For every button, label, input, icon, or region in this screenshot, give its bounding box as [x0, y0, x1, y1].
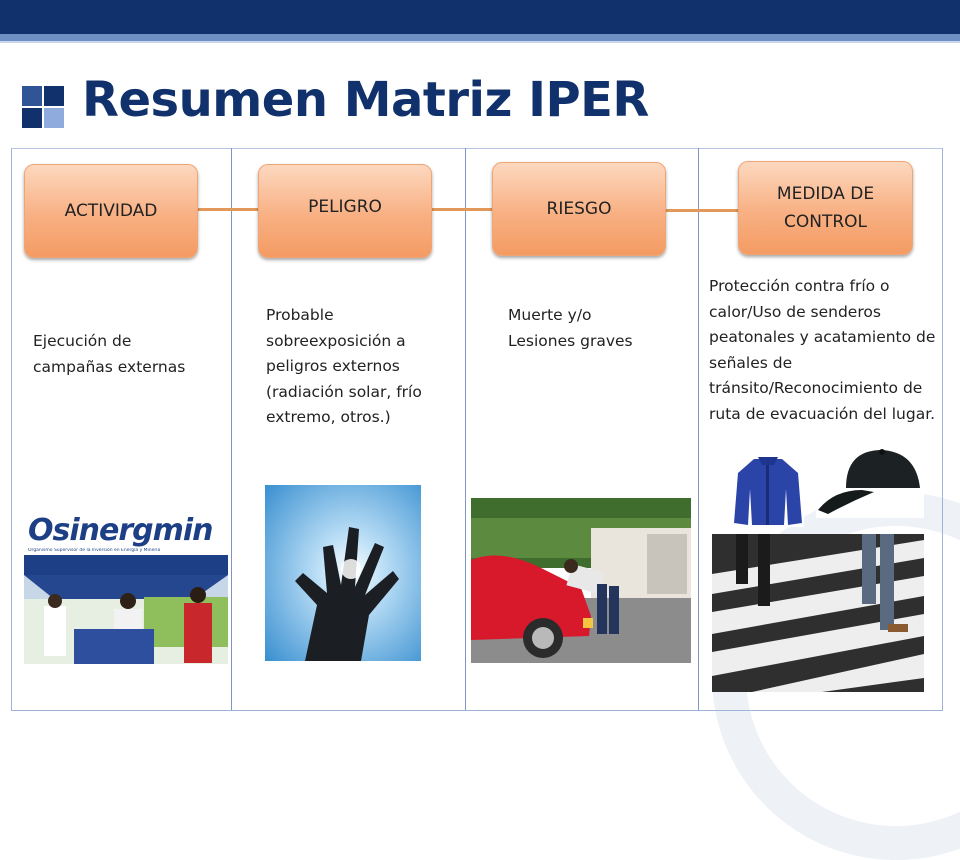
column-divider: [465, 148, 466, 710]
osinergmin-logo-subtitle: Organismo Supervisor de la Inversión en Energía y Minería: [28, 548, 161, 553]
column-divider: [698, 148, 699, 710]
peligro-text: Probable sobreexposición a peligros externos (radiación solar, frío extremo, otros.): [266, 306, 422, 426]
jacket-photo-icon: [732, 455, 804, 527]
header-actividad: [24, 164, 198, 258]
car-pedestrian-photo-icon: [471, 498, 691, 663]
connector-line: [196, 208, 260, 211]
header-peligro: [258, 164, 432, 258]
top-banner-stripe: [0, 34, 960, 41]
header-riesgo: [492, 162, 666, 256]
top-banner: [0, 0, 960, 34]
cap-photo-icon: [816, 444, 924, 518]
slide-title: Resumen Matriz IPER: [82, 72, 649, 128]
header-riesgo-label: RIESGO: [546, 199, 612, 219]
connector-line: [664, 209, 738, 212]
connector-line: [430, 208, 492, 211]
header-medida-label-line2: CONTROL: [783, 212, 868, 232]
medida-text: Protección contra frío o calor/Uso de senderos peatonales y acatamiento de señales de tránsito/Reconocimiento de ruta de evacuación del lugar.: [709, 277, 936, 423]
top-banner-stripe-light: [0, 41, 960, 43]
tent-booth-photo-icon: [24, 511, 228, 664]
column-divider: [231, 148, 232, 710]
header-actividad-label: ACTIVIDAD: [64, 201, 158, 221]
crosswalk-photo-icon: [712, 534, 924, 692]
squares-logo-icon: [22, 86, 64, 128]
header-medida-label-line1: MEDIDA DE: [776, 184, 875, 204]
riesgo-text: Muerte y/o Lesiones graves: [508, 306, 633, 350]
actividad-text: Ejecución de campañas externas: [33, 332, 186, 376]
osinergmin-logo-text: Osinergmin: [28, 513, 213, 548]
header-peligro-label: PELIGRO: [308, 197, 382, 217]
hand-sun-photo-icon: [265, 485, 421, 661]
header-medida-control: [738, 161, 913, 255]
